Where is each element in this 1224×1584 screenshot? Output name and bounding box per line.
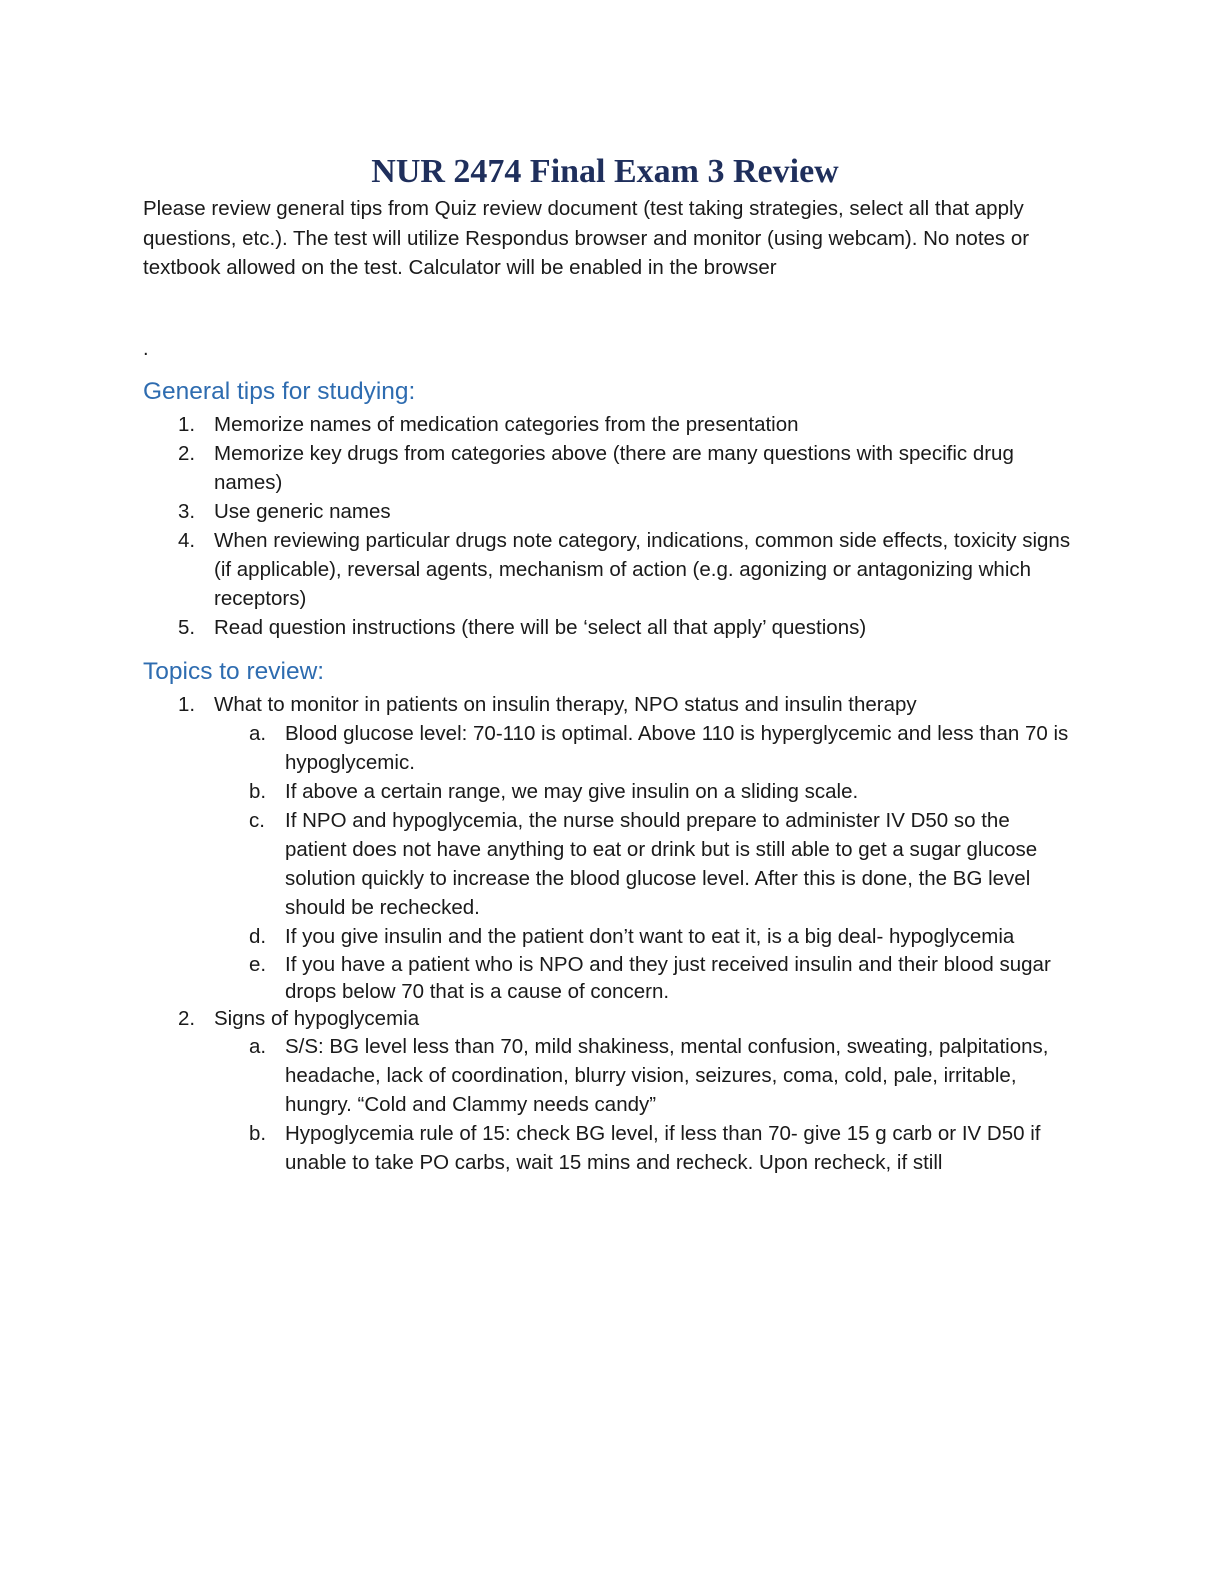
list-item (0, 690, 1224, 719)
sub-list-item-text: If NPO and hypoglycemia, the nurse should prepare to administer IV D50 so the patient does not have anything to eat or drink but is still able to get a sugar glucose solution quickly to increase the blood glucose level. After this is done, the BG level should be rechecked. (285, 809, 1038, 919)
list-number: 2. (178, 442, 196, 465)
list-number: 1. (178, 693, 196, 716)
sub-list-item-text: S/S: BG level less than 70, mild shakiness, mental confusion, sweating, palpitations, headache, lack of coordination, blurry vision, seizures, coma, cold, pale, irritable, hungry. “Cold and Clammy needs candy” (285, 1035, 1049, 1116)
list-number: 3. (178, 500, 196, 523)
sub-list-item (0, 777, 1224, 806)
list-item-text: Use generic names (214, 500, 391, 523)
sub-list-letter: d. (249, 925, 267, 948)
page-title: NUR 2474 Final Exam 3 Review (371, 153, 839, 190)
sub-list-item (0, 1032, 1224, 1119)
list-number: 2. (178, 1007, 196, 1030)
sub-list-item-text: Blood glucose level: 70-110 is optimal. Above 110 is hyperglycemic and less than 70 is hypoglycemic. (285, 722, 1069, 774)
list-item-text: Memorize key drugs from categories above (there are many questions with specific drug names) (214, 442, 1014, 494)
list-item (0, 1005, 1224, 1032)
topics-heading: Topics to review: (143, 658, 325, 685)
sub-list-letter: c. (249, 809, 265, 832)
list-number: 1. (178, 413, 196, 436)
sub-list-item (0, 806, 1224, 922)
separator-dot: . (143, 338, 149, 360)
general-tips-list (0, 410, 1224, 642)
list-item (0, 410, 1224, 439)
list-item-text: When reviewing particular drugs note category, indications, common side effects, toxicity signs (if applicable), reversal agents, mechanism of action (e.g. agonizing or antagonizing which receptors) (214, 529, 1071, 610)
intro-paragraph: Please review general tips from Quiz review document (test taking strategies, select all that apply questions, etc.). The test will utilize Respondus browser and monitor (using webcam). No notes or textbook allowed on the test. Calculator will be enabled in the browser (143, 197, 1030, 279)
sub-list-item (0, 922, 1224, 951)
sub-list-item-text: Hypoglycemia rule of 15: check BG level, if less than 70- give 15 g carb or IV D50 if unable to take PO carbs, wait 15 mins and recheck. Upon recheck, if still (285, 1122, 1041, 1174)
list-number: 5. (178, 616, 196, 639)
list-item-text: Memorize names of medication categories from the presentation (214, 413, 799, 436)
list-item (0, 613, 1224, 642)
list-item (0, 439, 1224, 497)
list-item-text: Read question instructions (there will be ‘select all that apply’ questions) (214, 616, 867, 639)
sub-list-item-text: If you give insulin and the patient don’t want to eat it, is a big deal- hypoglycemia (285, 925, 1015, 948)
list-item-text: What to monitor in patients on insulin therapy, NPO status and insulin therapy (214, 693, 917, 716)
topics-list (0, 690, 1224, 1177)
sub-list-item (0, 719, 1224, 777)
list-number: 4. (178, 529, 196, 552)
list-item-text: Signs of hypoglycemia (214, 1007, 420, 1030)
sub-list-item-text: If you have a patient who is NPO and they just received insulin and their blood sugar drops below 70 that is a cause of concern. (285, 953, 1051, 1003)
sub-list-letter: e. (249, 953, 267, 976)
sub-list-letter: a. (249, 1035, 267, 1058)
sub-list-letter: b. (249, 1122, 267, 1145)
general-tips-heading: General tips for studying: (143, 378, 416, 405)
sub-list-letter: a. (249, 722, 267, 745)
sub-list-item (0, 951, 1224, 1005)
sub-list-item-text: If above a certain range, we may give insulin on a sliding scale. (285, 780, 859, 803)
sub-list-item (0, 1119, 1224, 1177)
list-item (0, 497, 1224, 526)
sub-list-letter: b. (249, 780, 267, 803)
list-item (0, 526, 1224, 613)
